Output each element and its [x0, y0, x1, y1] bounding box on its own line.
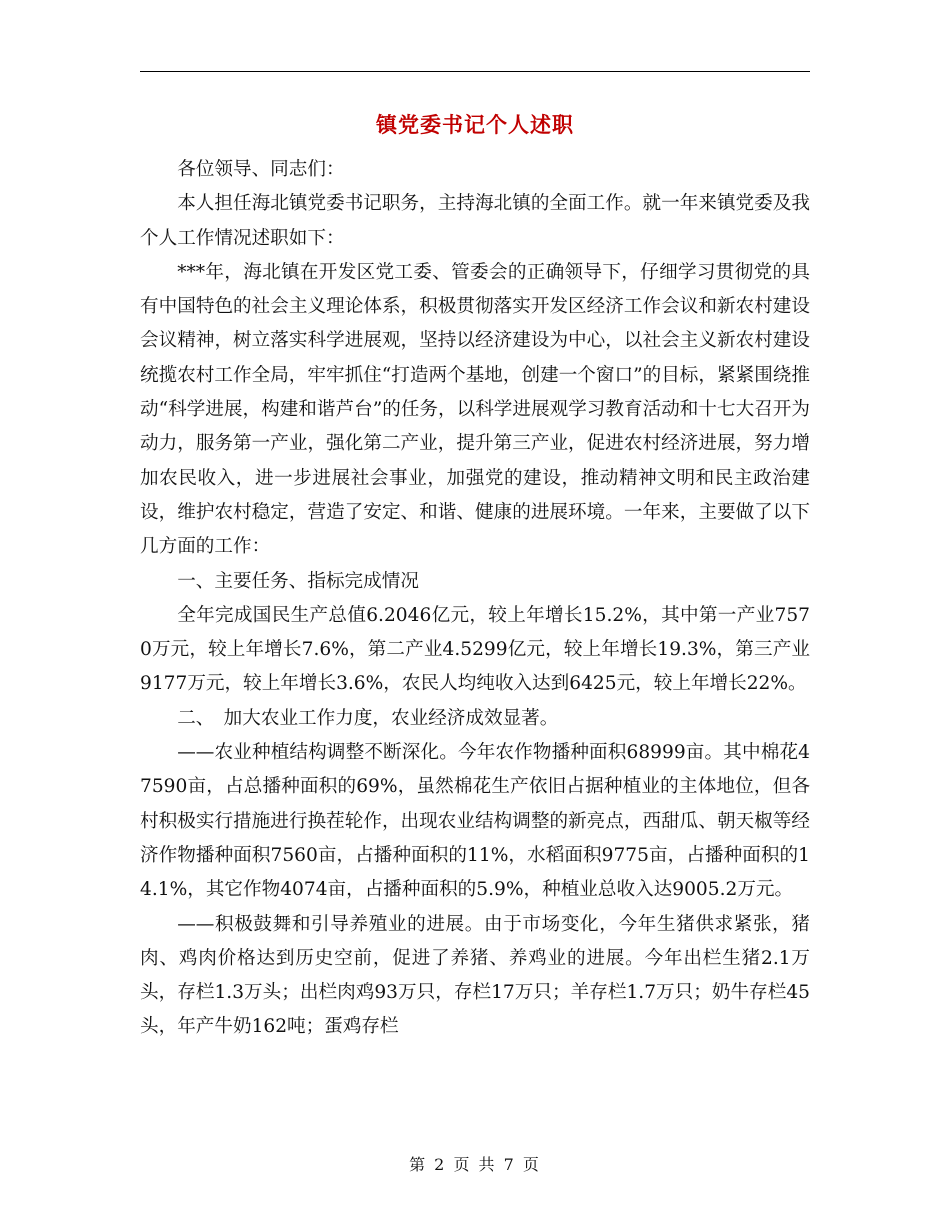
document-title: 镇党委书记个人述职 [376, 112, 574, 137]
section-heading-2: 二、 加大农业工作力度，农业经济成效显著。 [177, 707, 559, 729]
paragraph-overview: ***年，海北镇在开发区党工委、管委会的正确领导下，仔细学习贯彻党的具有中国特色的社会主义理论体系，积极贯彻落实开发区经济工作会议和新农村建设会议精神，树立落实科学进展观，坚持以经济建设为中心，以社会主义新农村建设统揽农村工作全局，牢牢抓住“打造两个基地，创建一个窗口”的目标，紧紧围绕推动“科学进展，构建和谐芦台”的任务，以科学进展观学习教育活动和十七大召开为动力，服务第一产业，强化第二产业，提升第三产业，促进农村经济进展，努力增加农民收入，进一步进展社会事业，加强党的建设，推动精神文明和民主政治建设，维护农村稳定，营造了安定、和谐、健康的进展环境。一年来，主要做了以下几方面的工作： [140, 261, 810, 558]
paragraph-livestock: ——积极鼓舞和引导养殖业的进展。由于市场变化，今年生猪供求紧张，猪肉、鸡肉价格达到历史空前，促进了养猪、养鸡业的进展。今年出栏生猪2.1万头，存栏1.3万头；出栏肉鸡93万只，存栏17万只；羊存栏1.7万只；奶牛存栏45头，年产牛奶162吨；蛋鸡存栏 [140, 913, 810, 1038]
section-heading-1: 一、主要任务、指标完成情况 [177, 570, 419, 592]
page-footer: 第 2 页 共 7 页 [409, 1155, 541, 1174]
paragraph-intro: 本人担任海北镇党委书记职务，主持海北镇的全面工作。就一年来镇党委及我个人工作情况述职如下： [140, 193, 810, 249]
paragraph-planting: ——农业种植结构调整不断深化。今年农作物播种面积68999亩。其中棉花47590亩，占总播种面积的69%，虽然棉花生产依旧占据种植业的主体地位，但各村积极实行措施进行换茬轮作，出现农业结构调整的新亮点，西甜瓜、朝天椒等经济作物播种面积7560亩，占播种面积的11%，水稻面积9775亩，占播种面积的14.1%，其它作物4074亩，占播种面积的5.9%，种植业总收入达9005.2万元。 [140, 742, 810, 901]
paragraph-greeting: 各位领导、同志们： [177, 159, 345, 180]
document-body [140, 153, 810, 1045]
header-rule [140, 71, 810, 72]
paragraph-indicators: 全年完成国民生产总值6.2046亿元，较上年增长15.2%，其中第一产业7570万元，较上年增长7.6%，第二产业4.5299亿元，较上年增长19.3%，第三产业9177万元，较上年增长3.6%，农民人均纯收入达到6425元，较上年增长22%。 [140, 604, 810, 695]
